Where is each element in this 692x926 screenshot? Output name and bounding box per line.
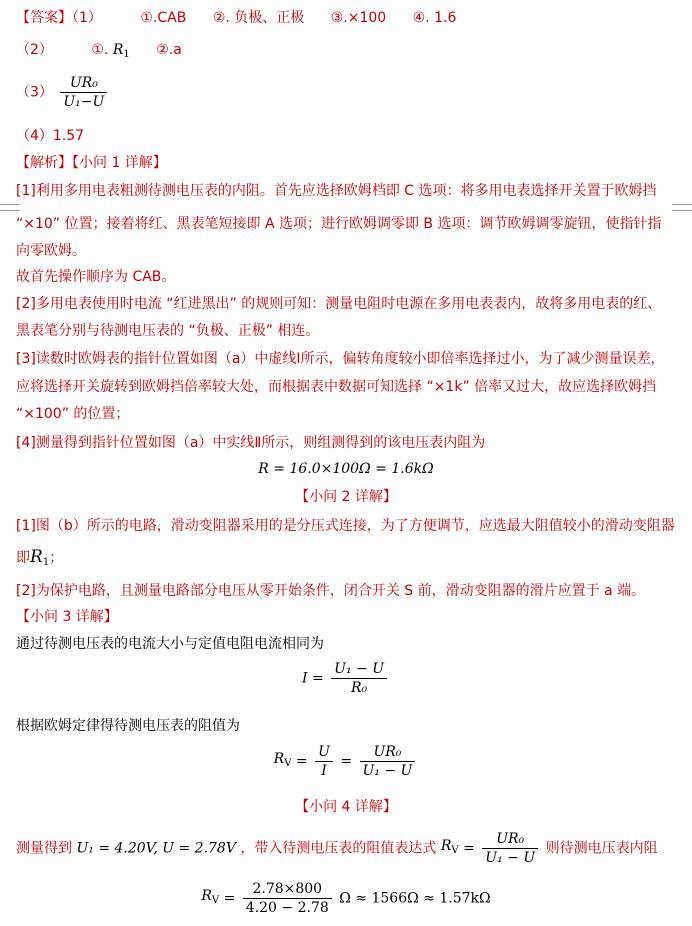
q1-marker-2: ②.	[212, 10, 230, 26]
s2-p1-line-2-end: ；	[49, 550, 64, 566]
s3-eq2-lhs: $R_V$	[273, 751, 292, 769]
sub3-heading: 【小问 3 详解】	[16, 609, 118, 625]
analysis-label: 【解析】	[16, 155, 72, 171]
s4-eq-rhs: Ω ≈ 1566Ω ≈ 1.57kΩ	[339, 890, 491, 907]
q3-answer-fraction: $\frac{\text{UR₀}}{\text{U₁−U}}$	[60, 74, 107, 111]
q2-marker-1: ①.	[91, 42, 109, 58]
s4-text-1: 测量得到	[16, 840, 72, 857]
p2-line-2: 黑表笔分别与待测电压表的 “负极、正极” 相连。	[16, 323, 320, 339]
p4-line-1: [4]测量得到指针位置如图（a）中实线Ⅱ所示，则组测得到的该电压表内阻为	[16, 435, 486, 451]
q1-answer-2: 负极、正极	[234, 10, 305, 26]
r1-symbol: $R_1$	[30, 547, 50, 568]
q4-number: （4）	[16, 128, 53, 144]
s4-final-equation: $R_V$ = $\frac{2.78\times 800}{4.20 - 2.78}$ Ω ≈ 1566Ω ≈ 1.57kΩ	[201, 881, 491, 916]
s3-text-1: 通过待测电压表的电流大小与定值电阻电流相同为	[16, 636, 324, 652]
s3-eq1-fraction: $\frac{\text{U₁ − U}}{\text{R₀}}$	[331, 660, 387, 697]
answer-line-3	[16, 74, 110, 111]
q1-marker-4: ④.	[412, 10, 430, 26]
q1-answer-1: CAB	[157, 10, 187, 26]
answer-line-1	[16, 7, 456, 29]
sub4-heading: 【小问 4 详解】	[295, 799, 397, 815]
q2-marker-2: ②.	[156, 42, 174, 58]
s4-text-3: 则待测电压表内阻	[545, 840, 658, 857]
s3-equation-resistance: $R_V$ = $\frac{U}{I}$ = $\frac{\text{UR₀}}{\text{U₁ − U}}$	[0, 743, 692, 780]
q1-number: （1）	[72, 10, 102, 26]
answer-line-4	[16, 125, 84, 147]
equation-r-value: R = 16.0×100Ω = 1.6kΩ	[258, 461, 434, 477]
page-separator-left	[0, 204, 20, 211]
s2-p1-line-1: [1]图（b）所示的电路，滑动变阻器采用的是分压式连接，为了方便调节，应选最大阻值较小的滑动变阻器	[16, 518, 675, 534]
q3-number: （3）	[16, 84, 53, 101]
s2-p1-line-2-text: 即	[16, 550, 30, 566]
s4-expr-fraction: $\frac{\text{UR₀}}{\text{U₁ − U}}$	[482, 830, 538, 867]
s3-eq1-lhs: I =	[301, 670, 324, 687]
p3-line-1: [3]读数时欧姆表的指针位置如图（a）中虚线Ⅰ所示，偏转角度较小即倍率选择过小，为了减少测量误差，	[16, 351, 665, 367]
analysis-heading	[16, 152, 167, 174]
p1-line-4: 故首先操作顺序为 CAB。	[16, 269, 176, 285]
answer-label: 【答案】	[16, 10, 72, 26]
s3-text-2: 根据欧姆定律得待测电压表的阻值为	[16, 718, 240, 734]
s3-eq2-fraction-2: $\frac{\text{UR₀}}{\text{U₁ − U}}$	[360, 743, 416, 780]
sub1-heading: 【小问 1 详解】	[72, 155, 167, 171]
s4-expr-lhs: $R_V$	[440, 838, 459, 856]
answer-line-2	[16, 39, 182, 66]
sub2-heading: 【小问 2 详解】	[295, 489, 397, 505]
p1-line-1: [1]利用多用电表粗测待测电压表的内阻。首先应选择欧姆档即 C 选项：将多用电表选择开关置于欧姆挡	[16, 183, 657, 199]
s4-eq-lhs: $R_V$	[201, 888, 220, 906]
s2-p1-line-2	[16, 546, 63, 574]
q2-answer-2: a	[173, 42, 182, 58]
q2-answer-1-symbol: $R_1$	[112, 42, 130, 60]
p3-line-2: 应将选择开关旋转到欧姆挡倍率较大处，而根据表中数据可知选择 “×1k” 倍率又过大，故应选择欧姆挡	[16, 379, 657, 395]
q1-marker-1: ①.	[140, 10, 158, 26]
s4-text-2: ，带入待测电压表的阻值表达式	[240, 840, 437, 857]
s4-eq-fraction: $\frac{2.78\times 800}{4.20 - 2.78}$	[243, 880, 332, 917]
s2-p2: [2]为保护电路，且测量电路部分电压从零开始条件，闭合开关 S 前，滑动变阻器的滑片应置于 a 端。	[16, 583, 646, 599]
p1-line-2: “×10” 位置；接着将红、黑表笔短接即 A 选项；进行欧姆调零即 B 选项：调节欧姆调零旋钮，使指针指	[16, 216, 662, 232]
s3-equation-current	[0, 660, 692, 697]
q1-answer-4: 1.6	[434, 10, 457, 26]
q1-marker-3: ③.	[330, 10, 348, 26]
s4-line: 测量得到 U₁ = 4.20V, U = 2.78V ，带入待测电压表的阻值表达式 $R_V$ = $\frac{\text{UR₀}}{\text{U₁ − U}}$ 则待测电压表内阻	[16, 831, 658, 866]
q4-answer: 1.57	[52, 128, 85, 144]
p2-line-1: [2]多用电表使用时电流 “红进黑出” 的规则可知：测量电阻时电源在多用电表表内，故将多用电表的红、	[16, 296, 662, 312]
p1-line-3: 向零欧姆。	[16, 243, 86, 259]
q1-answer-3: ×100	[347, 10, 387, 26]
s3-eq2-fraction-1: $\frac{U}{I}$	[315, 743, 333, 780]
q2-number: （2）	[16, 42, 53, 58]
p3-line-3: “×100” 的位置；	[16, 406, 130, 422]
s4-values: U₁ = 4.20V, U = 2.78V	[76, 840, 236, 857]
page-separator-right	[672, 204, 692, 211]
